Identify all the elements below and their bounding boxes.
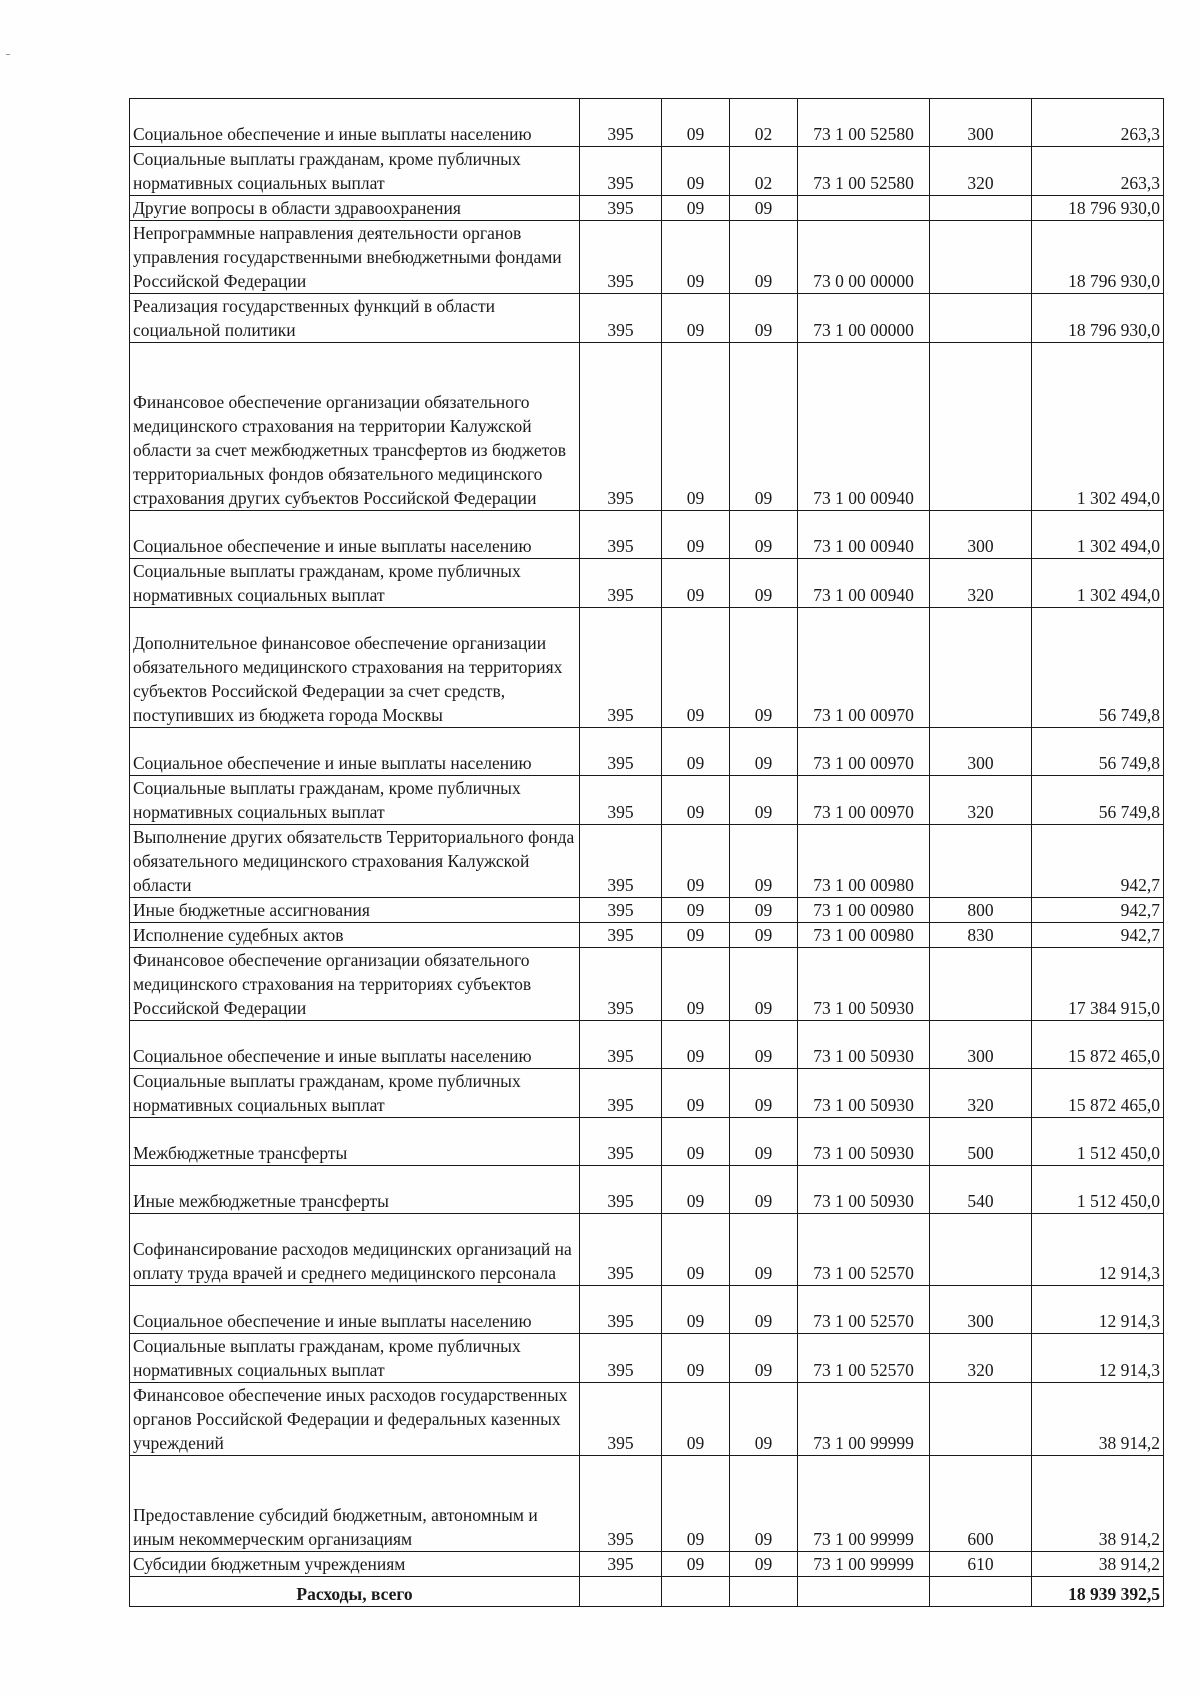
row-amount: 263,3 (1032, 99, 1164, 147)
row-name: Социальные выплаты гражданам, кроме публичных нормативных социальных выплат (130, 1334, 580, 1383)
row-code-csr: 73 1 00 00970 (798, 776, 930, 825)
row-name: Иные бюджетные ассигнования (130, 898, 580, 923)
table-row (130, 1214, 1164, 1286)
row-code-csr: 73 1 00 00980 (798, 923, 930, 948)
row-code-vr (930, 825, 1032, 898)
row-amount: 18 796 930,0 (1032, 196, 1164, 221)
row-name: Социальное обеспечение и иные выплаты населению (130, 99, 580, 147)
row-amount: 12 914,3 (1032, 1286, 1164, 1334)
row-code-gr: 395 (580, 511, 662, 559)
row-code-csr: 73 1 00 99999 (798, 1552, 930, 1577)
row-amount: 1 302 494,0 (1032, 511, 1164, 559)
row-code-rz: 09 (662, 196, 730, 221)
row-code-vr (930, 948, 1032, 1021)
row-code-csr: 73 1 00 00940 (798, 559, 930, 608)
row-name: Социальное обеспечение и иные выплаты населению (130, 1021, 580, 1069)
row-code-pr: 09 (730, 923, 798, 948)
row-code-gr: 395 (580, 1456, 662, 1552)
row-code-pr: 02 (730, 99, 798, 147)
table-row (130, 511, 1164, 559)
row-code-vr: 300 (930, 1021, 1032, 1069)
row-code-csr: 73 1 00 00000 (798, 294, 930, 343)
row-code-vr: 600 (930, 1456, 1032, 1552)
row-code-gr: 395 (580, 147, 662, 196)
row-name: Социальные выплаты гражданам, кроме публичных нормативных социальных выплат (130, 776, 580, 825)
row-code-rz: 09 (662, 1383, 730, 1456)
row-name: Финансовое обеспечение организации обязательного медицинского страхования на территориях субъектов Российской Федерации (130, 948, 580, 1021)
table-row (130, 559, 1164, 608)
row-code-pr: 09 (730, 1286, 798, 1334)
row-code-gr: 395 (580, 196, 662, 221)
row-name: Социальное обеспечение и иные выплаты населению (130, 728, 580, 776)
row-code-gr: 395 (580, 1552, 662, 1577)
row-code-pr: 09 (730, 1552, 798, 1577)
table-row (130, 1118, 1164, 1166)
row-amount: 56 749,8 (1032, 728, 1164, 776)
row-code-vr: 610 (930, 1552, 1032, 1577)
row-code-vr (930, 294, 1032, 343)
row-code-pr: 09 (730, 948, 798, 1021)
row-code-csr: 73 1 00 99999 (798, 1456, 930, 1552)
table-row (130, 923, 1164, 948)
table-row (130, 1286, 1164, 1334)
row-code-csr: 73 1 00 52580 (798, 147, 930, 196)
total-empty-cell (730, 1577, 798, 1607)
row-code-gr: 395 (580, 923, 662, 948)
row-code-rz: 09 (662, 948, 730, 1021)
row-code-gr: 395 (580, 825, 662, 898)
row-code-rz: 09 (662, 776, 730, 825)
row-name: Социальные выплаты гражданам, кроме публичных нормативных социальных выплат (130, 147, 580, 196)
row-code-csr: 73 1 00 00940 (798, 343, 930, 511)
row-amount: 942,7 (1032, 898, 1164, 923)
row-code-pr: 09 (730, 559, 798, 608)
row-code-gr: 395 (580, 343, 662, 511)
row-code-csr: 73 1 00 50930 (798, 948, 930, 1021)
row-code-vr: 320 (930, 1334, 1032, 1383)
total-row (130, 1577, 1164, 1607)
row-name: Финансовое обеспечение организации обязательного медицинского страхования на территории Калужской области за счет межбюджетных трансфертов из бюджетов территориальных фондов обязательного медицинского страхования других субъектов Российской Федерации (130, 343, 580, 511)
row-name: Межбюджетные трансферты (130, 1118, 580, 1166)
row-code-rz: 09 (662, 221, 730, 294)
row-code-csr: 73 1 00 50930 (798, 1069, 930, 1118)
table-row (130, 1021, 1164, 1069)
table-row (130, 221, 1164, 294)
row-code-gr: 395 (580, 728, 662, 776)
scan-speck (6, 54, 10, 55)
row-amount: 1 512 450,0 (1032, 1118, 1164, 1166)
row-code-vr: 300 (930, 1286, 1032, 1334)
row-code-csr: 73 1 00 50930 (798, 1166, 930, 1214)
row-code-rz: 09 (662, 343, 730, 511)
row-code-pr: 09 (730, 1214, 798, 1286)
row-amount: 17 384 915,0 (1032, 948, 1164, 1021)
row-name: Реализация государственных функций в области социальной политики (130, 294, 580, 343)
row-code-csr: 73 1 00 52570 (798, 1334, 930, 1383)
row-code-vr (930, 1383, 1032, 1456)
row-code-vr (930, 221, 1032, 294)
row-code-rz: 09 (662, 728, 730, 776)
row-code-vr (930, 1214, 1032, 1286)
row-code-gr: 395 (580, 1214, 662, 1286)
row-code-pr: 09 (730, 1334, 798, 1383)
row-amount: 15 872 465,0 (1032, 1069, 1164, 1118)
row-code-rz: 09 (662, 294, 730, 343)
row-code-gr: 395 (580, 1286, 662, 1334)
row-code-csr: 73 1 00 00970 (798, 608, 930, 728)
row-code-vr: 320 (930, 559, 1032, 608)
row-code-vr: 830 (930, 923, 1032, 948)
row-code-pr: 09 (730, 294, 798, 343)
total-empty-cell (662, 1577, 730, 1607)
row-code-pr: 02 (730, 147, 798, 196)
table-row (130, 825, 1164, 898)
row-code-pr: 09 (730, 196, 798, 221)
row-amount: 15 872 465,0 (1032, 1021, 1164, 1069)
row-code-gr: 395 (580, 948, 662, 1021)
row-code-rz: 09 (662, 1214, 730, 1286)
row-name: Финансовое обеспечение иных расходов государственных органов Российской Федерации и федеральных казенных учреждений (130, 1383, 580, 1456)
table-row (130, 1166, 1164, 1214)
row-code-rz: 09 (662, 559, 730, 608)
total-empty-cell (930, 1577, 1032, 1607)
row-code-vr: 540 (930, 1166, 1032, 1214)
table-row (130, 948, 1164, 1021)
row-name: Софинансирование расходов медицинских организаций на оплату труда врачей и среднего медицинского персонала (130, 1214, 580, 1286)
total-amount: 18 939 392,5 (1032, 1577, 1164, 1607)
row-code-pr: 09 (730, 728, 798, 776)
row-code-pr: 09 (730, 1166, 798, 1214)
row-code-csr: 73 1 00 00940 (798, 511, 930, 559)
row-code-csr: 73 1 00 00980 (798, 825, 930, 898)
table-row (130, 196, 1164, 221)
row-code-rz: 09 (662, 1552, 730, 1577)
row-code-rz: 09 (662, 511, 730, 559)
row-code-gr: 395 (580, 1021, 662, 1069)
row-code-gr: 395 (580, 559, 662, 608)
table-row (130, 608, 1164, 728)
row-amount: 18 796 930,0 (1032, 221, 1164, 294)
row-amount: 942,7 (1032, 923, 1164, 948)
row-code-gr: 395 (580, 1069, 662, 1118)
row-code-gr: 395 (580, 1383, 662, 1456)
row-name: Социальные выплаты гражданам, кроме публичных нормативных социальных выплат (130, 559, 580, 608)
row-name: Выполнение других обязательств Территориального фонда обязательного медицинского страхования Калужской области (130, 825, 580, 898)
row-code-rz: 09 (662, 1021, 730, 1069)
row-code-gr: 395 (580, 1334, 662, 1383)
row-name: Непрограммные направления деятельности органов управления государственными внебюджетными фондами Российской Федерации (130, 221, 580, 294)
row-code-csr: 73 0 00 00000 (798, 221, 930, 294)
total-empty-cell (580, 1577, 662, 1607)
row-name: Дополнительное финансовое обеспечение организации обязательного медицинского страхования на территориях субъектов Российской Федерации за счет средств, поступивших из бюджета города Москвы (130, 608, 580, 728)
row-code-vr (930, 196, 1032, 221)
row-code-gr: 395 (580, 898, 662, 923)
row-code-csr: 73 1 00 50930 (798, 1021, 930, 1069)
row-code-rz: 09 (662, 1118, 730, 1166)
row-amount: 1 302 494,0 (1032, 559, 1164, 608)
row-code-vr: 500 (930, 1118, 1032, 1166)
row-code-pr: 09 (730, 343, 798, 511)
table-row (130, 1552, 1164, 1577)
row-code-rz: 09 (662, 147, 730, 196)
row-name: Предоставление субсидий бюджетным, автономным и иным некоммерческим организациям (130, 1456, 580, 1552)
table-row (130, 1456, 1164, 1552)
row-amount: 942,7 (1032, 825, 1164, 898)
row-code-vr: 320 (930, 147, 1032, 196)
row-code-gr: 395 (580, 221, 662, 294)
row-code-csr: 73 1 00 99999 (798, 1383, 930, 1456)
row-amount: 56 749,8 (1032, 608, 1164, 728)
row-code-pr: 09 (730, 825, 798, 898)
row-code-pr: 09 (730, 1383, 798, 1456)
row-code-pr: 09 (730, 898, 798, 923)
row-code-pr: 09 (730, 511, 798, 559)
row-code-pr: 09 (730, 1456, 798, 1552)
row-code-vr (930, 608, 1032, 728)
row-name: Исполнение судебных актов (130, 923, 580, 948)
row-code-pr: 09 (730, 1118, 798, 1166)
row-amount: 12 914,3 (1032, 1214, 1164, 1286)
table-row (130, 294, 1164, 343)
table-row (130, 147, 1164, 196)
row-name: Иные межбюджетные трансферты (130, 1166, 580, 1214)
row-code-gr: 395 (580, 1118, 662, 1166)
row-code-vr: 300 (930, 728, 1032, 776)
table-body (130, 99, 1164, 1607)
row-code-vr: 320 (930, 1069, 1032, 1118)
row-amount: 1 512 450,0 (1032, 1166, 1164, 1214)
row-code-rz: 09 (662, 1456, 730, 1552)
row-code-pr: 09 (730, 776, 798, 825)
row-code-csr: 73 1 00 00980 (798, 898, 930, 923)
row-code-vr: 300 (930, 511, 1032, 559)
table-row (130, 1334, 1164, 1383)
budget-table (129, 98, 1164, 1607)
row-code-rz: 09 (662, 99, 730, 147)
row-code-csr: 73 1 00 00970 (798, 728, 930, 776)
row-code-gr: 395 (580, 608, 662, 728)
row-code-csr: 73 1 00 52580 (798, 99, 930, 147)
total-empty-cell (798, 1577, 930, 1607)
row-code-pr: 09 (730, 1021, 798, 1069)
row-code-csr: 73 1 00 52570 (798, 1214, 930, 1286)
table-row (130, 343, 1164, 511)
row-code-rz: 09 (662, 825, 730, 898)
row-amount: 1 302 494,0 (1032, 343, 1164, 511)
row-code-rz: 09 (662, 608, 730, 728)
row-name: Социальные выплаты гражданам, кроме публичных нормативных социальных выплат (130, 1069, 580, 1118)
row-name: Субсидии бюджетным учреждениям (130, 1552, 580, 1577)
row-code-gr: 395 (580, 1166, 662, 1214)
row-amount: 56 749,8 (1032, 776, 1164, 825)
row-code-gr: 395 (580, 99, 662, 147)
row-name: Социальное обеспечение и иные выплаты населению (130, 1286, 580, 1334)
row-code-vr: 300 (930, 99, 1032, 147)
row-code-rz: 09 (662, 898, 730, 923)
row-code-csr: 73 1 00 50930 (798, 1118, 930, 1166)
row-amount: 38 914,2 (1032, 1456, 1164, 1552)
row-code-gr: 395 (580, 294, 662, 343)
row-amount: 18 796 930,0 (1032, 294, 1164, 343)
row-name: Социальное обеспечение и иные выплаты населению (130, 511, 580, 559)
total-label: Расходы, всего (130, 1577, 580, 1607)
table-row (130, 728, 1164, 776)
row-amount: 38 914,2 (1032, 1552, 1164, 1577)
table-row (130, 1383, 1164, 1456)
row-code-pr: 09 (730, 221, 798, 294)
row-code-vr (930, 343, 1032, 511)
row-amount: 263,3 (1032, 147, 1164, 196)
row-code-csr (798, 196, 930, 221)
row-code-rz: 09 (662, 1069, 730, 1118)
row-code-csr: 73 1 00 52570 (798, 1286, 930, 1334)
row-code-rz: 09 (662, 923, 730, 948)
row-code-pr: 09 (730, 608, 798, 728)
row-code-gr: 395 (580, 776, 662, 825)
table-row (130, 898, 1164, 923)
row-code-rz: 09 (662, 1166, 730, 1214)
row-code-vr: 800 (930, 898, 1032, 923)
row-code-vr: 320 (930, 776, 1032, 825)
row-code-rz: 09 (662, 1286, 730, 1334)
row-amount: 12 914,3 (1032, 1334, 1164, 1383)
table-row (130, 99, 1164, 147)
table-row (130, 1069, 1164, 1118)
row-code-pr: 09 (730, 1069, 798, 1118)
row-name: Другие вопросы в области здравоохранения (130, 196, 580, 221)
table-row (130, 776, 1164, 825)
row-code-rz: 09 (662, 1334, 730, 1383)
row-amount: 38 914,2 (1032, 1383, 1164, 1456)
